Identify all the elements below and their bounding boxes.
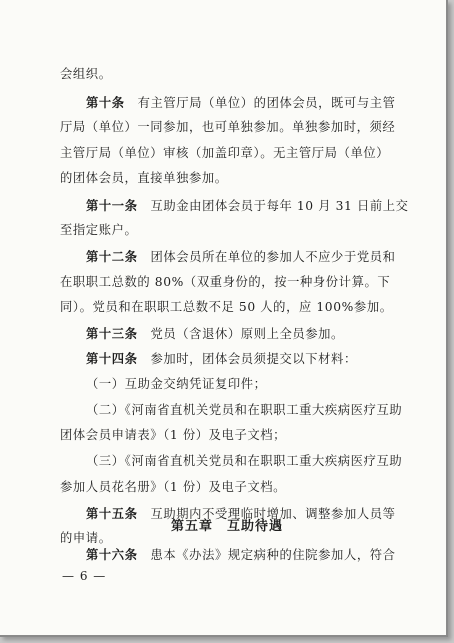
article-15-line: 第十五条 互助期内不受理临时增加、调整参加人员等 <box>86 506 396 521</box>
text-line: 在职职工总数的 80%（双重身份的，按一种身份计算。下 <box>60 275 391 289</box>
text-line: 至指定账户。 <box>60 223 138 237</box>
list-item: （三）《河南省直机关党员和在职职工重大疾病医疗互助 <box>86 454 403 468</box>
article-10-line: 第十条 有主管厅局（单位）的团体会员，既可与主管 <box>86 95 396 110</box>
article-12-line: 第十二条 团体会员所在单位的参加人不应少于党员和 <box>86 249 396 264</box>
chapter-heading: 第五章 互助待遇 <box>170 519 283 534</box>
text-line: 的申请。 <box>60 531 112 545</box>
text-line: 的团体会员，直接单独参加。 <box>60 171 228 185</box>
page-number: — 6 — <box>62 569 107 583</box>
text-line: 主管厅局（单位）审核（加盖印章）。无主管厅局（单位） <box>60 146 390 160</box>
article-11-line: 第十一条 互助金由团体会员于每年 10 月 31 日前上交 <box>86 198 409 213</box>
text-line: 同）。党员和在职职工总数不足 50 人的，应 100%参加。 <box>60 300 393 314</box>
article-16-text: 患本《办法》规定病种的住院参加人，符合 <box>137 548 396 562</box>
article-16-line <box>86 548 416 562</box>
text-line: 会组织。 <box>60 67 112 81</box>
article-14-line: 第十四条 参加时，团体会员须提交以下材料： <box>86 351 357 366</box>
article-13-line: 第十三条 党员（含退休）原则上全员参加。 <box>86 326 344 341</box>
article-16-label: 第十六条 <box>86 547 138 562</box>
list-item: （二）《河南省直机关党员和在职职工重大疾病医疗互助 <box>86 403 403 417</box>
text-line: 参加人员花名册》（1 份）及电子文档。 <box>60 480 287 494</box>
text-line: 团体会员申请表》（1 份）及电子文档； <box>60 428 287 442</box>
text-line: 厅局（单位）一同参加，也可单独参加。单独参加时，须经 <box>60 120 396 134</box>
list-item: （一）互助金交纳凭证复印件； <box>86 377 267 391</box>
